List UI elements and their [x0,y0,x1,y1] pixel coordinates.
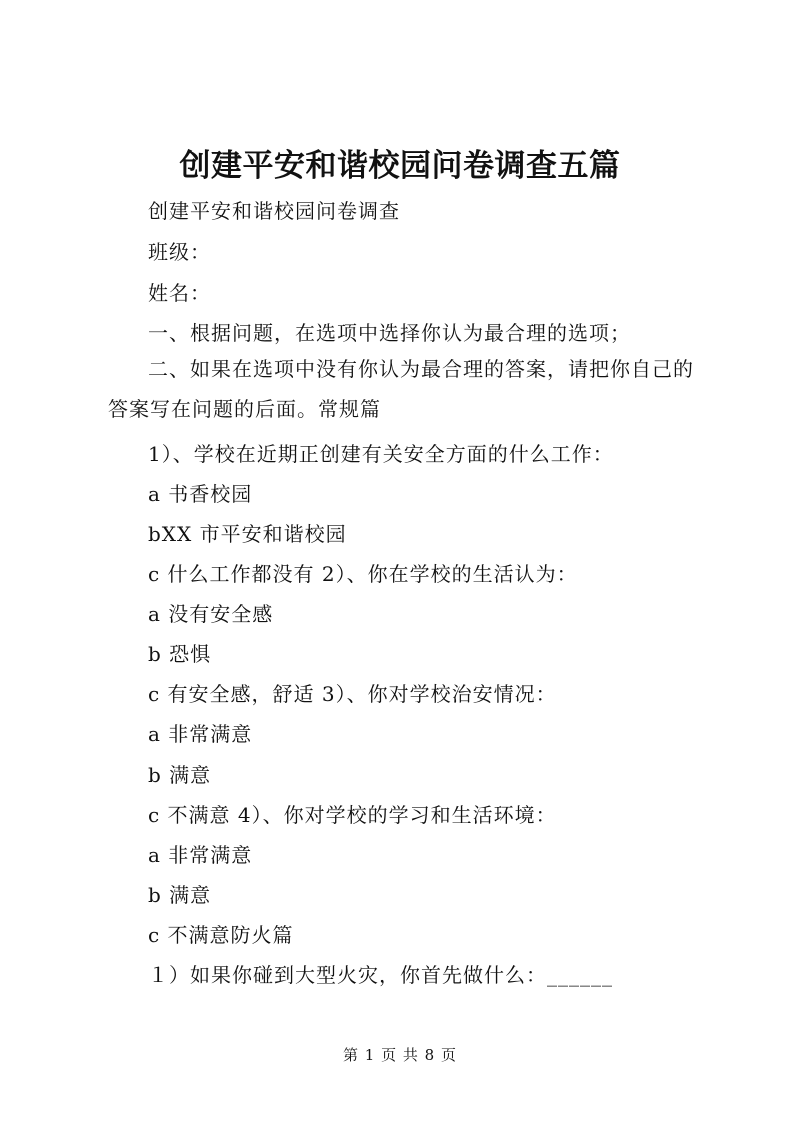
question-line: c 不满意 4）、你对学校的学习和生活环境： [148,803,557,827]
option-line: bXX 市平安和谐校园 [148,522,347,546]
fire-question-line: １）如果你碰到大型火灾，你首先做什么：______ [148,963,613,987]
section-line: c 不满意防火篇 [148,923,294,947]
question-line: 1）、学校在近期正创建有关安全方面的什么工作： [148,442,614,466]
instruction-line-1: 一、根据问题，在选项中选择你认为最合理的选项； [148,321,631,345]
instruction-paragraph-2: 二、如果在选项中没有你认为最合理的答案，请把你自己的答案写在问题的后面。常规篇 [108,357,694,421]
option-line: b 满意 [148,763,212,787]
subtitle-line: 创建平安和谐校园问卷调查 [148,199,400,223]
option-line: a 非常满意 [148,722,253,746]
option-line: a 书香校园 [148,482,253,506]
question-line: c 什么工作都没有 2）、你在学校的生活认为： [148,562,578,586]
option-line: a 非常满意 [148,843,253,867]
page-number: 第 1 页 共 8 页 [343,1046,457,1064]
option-line: b 满意 [148,883,212,907]
question-line: c 有安全感，舒适 3）、你对学校治安情况： [148,682,557,706]
name-field-label: 姓名： [148,281,211,305]
option-line: a 没有安全感 [148,602,274,626]
document-title: 创建平安和谐校园问卷调查五篇 [179,148,621,184]
option-line: b 恐惧 [148,642,212,666]
class-field-label: 班级： [148,240,211,264]
